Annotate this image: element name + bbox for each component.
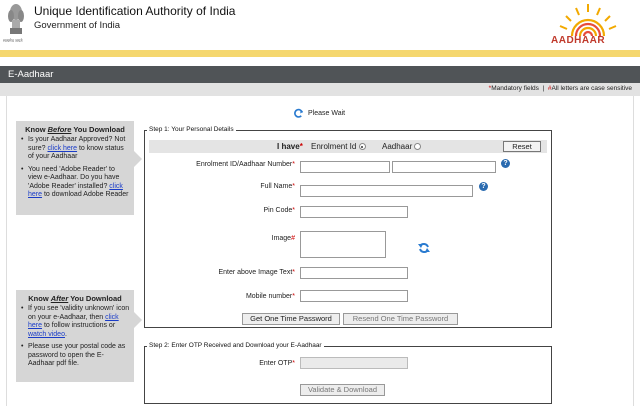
required-star: * [292,293,295,300]
step1-legend-prefix: Step 1: [149,126,170,133]
know-before-title-suffix: You Download [71,125,125,134]
i-have-text: I have [277,142,300,151]
required-star: * [292,183,295,190]
know-before-panel [16,121,134,215]
org-name: Unique Identification Authority of India [34,4,236,18]
org-subtitle: Government of India [34,20,121,31]
step1-legend [147,126,236,133]
help-icon[interactable]: ? [501,159,510,168]
image-label [272,235,295,242]
image-text-label-text: Enter above Image Text [218,269,293,276]
panel-arrow [134,312,142,328]
enrolment-id-input[interactable] [300,161,390,173]
required-star: * [299,142,303,151]
please-wait-status [293,108,345,119]
list-item-text: . [64,330,67,338]
know-after-title-em: After [50,294,69,303]
enrolment-label-text: Enrolment ID/Aadhaar Number [196,161,293,168]
page-title-bar: E-Aadhaar [0,66,640,83]
adobe-download-link[interactable]: click here [28,182,123,198]
list-item [20,166,130,200]
required-star: * [292,161,295,168]
otp-label-text: Enter OTP [259,360,293,367]
radio-enrolment-label: Enrolment Id [311,142,357,151]
national-emblem-icon [6,2,26,38]
step2-legend-text: Enter OTP Received and Download your E-Aadhaar [169,342,322,349]
mandatory-note: Mandatory fields [491,85,539,92]
full-name-input[interactable] [300,185,473,197]
enrolment-label [196,161,295,168]
list-item-text: to download Adobe Reader [42,191,129,198]
refresh-captcha-icon[interactable] [417,241,431,255]
list-item-text: You need 'Adobe Reader' to view e-Aadhaar. Do you have 'Adobe Reader' installed? [28,165,120,190]
case-note: All letters are case sensitive [551,85,632,92]
please-wait-text: Please Wait [308,110,346,117]
list-item [20,136,130,162]
pin-code-input[interactable] [300,206,408,218]
know-before-title-prefix: Know [25,125,48,134]
required-star: * [488,85,492,92]
mobile-label [246,293,295,300]
captcha-text-input[interactable] [300,267,408,279]
radio-aadhaar-label: Aadhaar [382,142,413,151]
required-star: * [292,207,295,214]
mobile-label-text: Mobile number [245,293,293,300]
required-star: * [292,360,295,367]
radio-enrolment[interactable] [359,143,366,150]
radio-aadhaar-option[interactable] [382,142,421,151]
get-otp-button[interactable]: Get One Time Password [242,313,340,325]
step1-fieldset [144,126,552,328]
i-have-label [277,142,303,151]
reset-button[interactable]: Reset [503,141,541,152]
otp-label [259,360,295,367]
know-before-title-em: Before [47,125,72,134]
list-item-text: If you see 'validity unknown' icon on your e-Aadhaar, then [28,305,130,321]
otp-input[interactable] [300,357,408,369]
list-item-text: to know status of your Aadhaar [28,144,124,160]
captcha-image [300,231,386,258]
aadhaar-logo-text: AADHAAR [551,35,606,46]
case-marker: # [547,85,552,92]
enrolment-datetime-input[interactable] [392,161,496,173]
list-item: • Please use your postal code as password to open the E-Aadhaar pdf file. [20,343,130,369]
required-star: * [292,269,295,276]
emblem-caption: सत्यमेव जयते [3,38,23,43]
step2-legend-prefix: Step 2: [149,342,170,349]
pin-code-label [263,207,295,214]
list-item-text: to follow instructions or [42,322,116,329]
image-label-text: Image [271,235,292,242]
mobile-input[interactable] [300,290,408,302]
full-name-label-text: Full Name [260,183,293,190]
radio-aadhaar[interactable] [414,143,421,150]
aadhaar-logo-icon [546,2,630,38]
list-item-text: Is your Aadhaar Approved? Not sure? [28,136,126,152]
know-before-title [20,125,130,134]
watch-video-link[interactable]: watch video [28,330,65,338]
know-after-title-prefix: Know [28,294,51,303]
page-header [0,0,640,49]
resend-otp-button[interactable]: Resend One Time Password [343,313,458,325]
list-item [20,305,130,339]
know-after-panel [16,290,134,382]
full-name-label [260,183,295,190]
pin-code-label-text: Pin Code [263,207,293,214]
status-check-link[interactable]: click here [47,144,78,152]
step2-fieldset [144,342,552,404]
accent-bar [0,50,640,57]
step2-legend [147,342,324,349]
refresh-icon [293,108,304,119]
help-icon[interactable]: ? [479,182,488,191]
id-type-selector [149,140,547,153]
instructions-link[interactable]: click here [28,313,119,329]
case-marker: # [291,235,295,242]
know-after-title-suffix: You Download [68,294,122,303]
image-text-label [218,269,295,276]
validate-download-button[interactable]: Validate & Download [300,384,385,396]
notice-bar: *Mandatory fields | #All letters are case sensitive [0,83,640,96]
radio-enrolment-option[interactable] [311,142,366,151]
step1-legend-text: Your Personal Details [169,126,234,133]
know-after-title [20,294,130,303]
panel-arrow [134,151,142,167]
